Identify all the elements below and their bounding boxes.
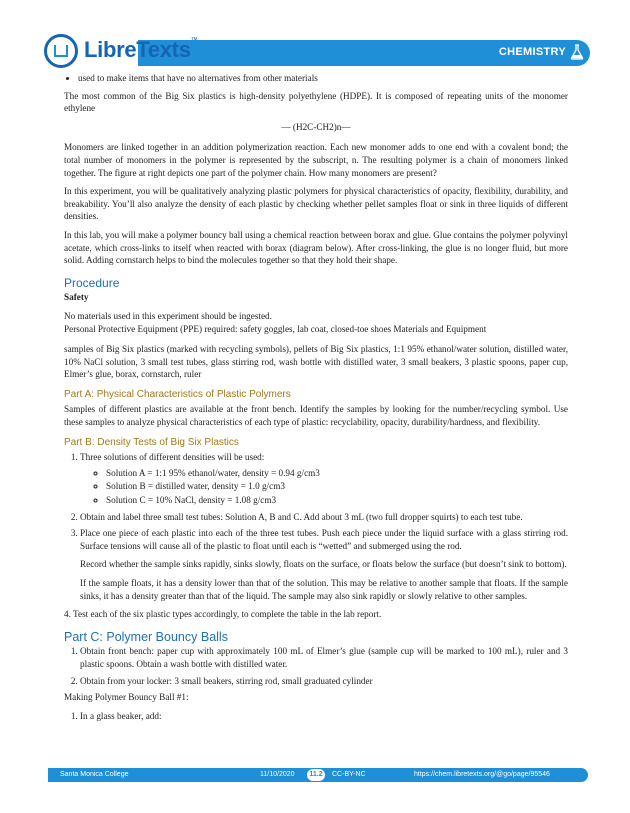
- part-a-paragraph: Samples of different plastics are available at the front bench. Identify the samples by looking for the number/recycling symbol. Use these samples to analyze physical characteristics of each type of plastic: recyclability, opacity, durability/hardness, and flexibility.: [64, 404, 568, 428]
- step-text: Three solutions of different densities will be used:: [80, 452, 265, 463]
- libretexts-logo-icon[interactable]: [44, 34, 78, 68]
- solutions-list: [80, 467, 568, 507]
- list-item: [80, 527, 568, 602]
- part-c-steps: [64, 645, 568, 687]
- logo-text[interactable]: LibreTexts™: [84, 37, 198, 62]
- list-item: ◦ Solution C = 10% NaCl, density = 1.08 g/cm3: [106, 494, 568, 507]
- materials-paragraph: samples of Big Six plastics (marked with recycling symbols), pellets of Big Six plastics, 1:1 95% ethanol/water solution, distilled water, 10% NaCl solution, 3 small test tubes, glass stirring rod, wash bottle with distilled water, 3 small beakers, 3 plastic spoons, paper cup, Elmer’s glue, borax, cornstarch, ruler: [64, 344, 568, 380]
- part-a-heading: Part A: Physical Characteristics of Plastic Polymers: [64, 388, 291, 400]
- list-item: 1. In a glass beaker, add:: [80, 710, 568, 723]
- part-b-steps: [64, 451, 568, 602]
- part-c-heading: Part C: Polymer Bouncy Balls: [64, 629, 228, 644]
- footer-school: Santa Monica College: [60, 770, 129, 778]
- flask-icon: [570, 44, 584, 60]
- page-footer: [48, 768, 588, 782]
- footer-url-link[interactable]: https://chem.libretexts.org/@go/page/95546: [414, 770, 550, 778]
- polymer-formula: — (H2C-CH2)n—: [281, 121, 351, 132]
- step-text: Place one piece of each plastic into each of the three test tubes. Push each piece under the liquid surface with a glass stirring rod. Surface tensions will cause all of the plastic to float until each is “wetted” and submerged using the rod.: [80, 528, 568, 551]
- list-item: 2. Obtain from your locker: 3 small beakers, stirring rod, small graduated cylinder: [80, 675, 568, 688]
- paragraph-hdpe: The most common of the Big Six plastics is high-density polyethylene (HDPE). It is composed of repeating units of the monomer ethylene: [64, 90, 568, 114]
- subject-label: CHEMISTRY: [498, 46, 566, 58]
- footer-license[interactable]: CC-BY-NC: [332, 770, 366, 778]
- making-steps: [64, 710, 568, 723]
- safety-line: No materials used in this experiment should be ingested.: [64, 310, 272, 321]
- procedure-heading: Procedure: [64, 275, 120, 290]
- list-item: 2. Obtain and label three small test tubes: Solution A, B and C. Add about 3 mL (two full dropper squirts) to each test tube.: [80, 511, 568, 524]
- footer-date: 11/10/2020: [260, 770, 295, 778]
- making-heading: Making Polymer Bouncy Ball #1:: [64, 692, 189, 703]
- step-subparagraph: Record whether the sample sinks rapidly, sinks slowly, floats on the surface, or floats below the surface (but doesn’t sink to bottom).: [80, 559, 567, 570]
- part-b-step-4: 4. Test each of the six plastic types accordingly, to complete the table in the lab report.: [64, 609, 382, 620]
- list-item: ◦ Solution B = distilled water, density = 1.0 g/cm3: [106, 480, 568, 493]
- step-subparagraph: If the sample floats, it has a density lower than that of the solution. This may be relative to another sample that floats. If the sample sinks, it has a density greater than that of the liquid. The sample may also sink rapidly or slowly relative to other samples.: [80, 578, 568, 601]
- list-item: [80, 451, 568, 506]
- page-content: [64, 72, 568, 726]
- paragraph-experiment: In this experiment, you will be qualitatively analyzing plastic polymers for physical characteristics of opacity, flexibility, durability, and breakability. You’ll also analyze the density of each plastic by checking whether pellet samples float or sink in three liquids of different densities.: [64, 186, 568, 222]
- list-item: • used to make items that have no alternatives from other materials: [78, 72, 568, 85]
- bullet-list: [64, 72, 568, 85]
- list-item: ◦ Solution A = 1:1 95% ethanol/water, density = 0.94 g/cm3: [106, 467, 568, 480]
- footer-page-number: 11.2: [306, 768, 326, 782]
- paragraph-lab: In this lab, you will make a polymer bouncy ball using a chemical reaction between borax and glue. Glue contains the polymer polyvinyl acetate, which cross-links to itself when reacted with borax (diagram below). After cross-linking, the glue is no longer fluid, but more solid. Adding cornstarch helps to bind the molecules together so that they hold their shape.: [64, 229, 568, 266]
- safety-heading: Safety: [64, 292, 89, 303]
- paragraph-monomers: Monomers are linked together in an addition polymerization reaction. Each new monomer adds to one end with a covalent bond; the total number of monomers in the polymer is represented by the subscript, n. The resulting polymer is a chain of monomers linked together. The figure at right depicts one part of the polymer chain. How many monomers are present?: [64, 142, 568, 178]
- page-header: [0, 0, 630, 72]
- ppe-line: Personal Protective Equipment (PPE) required: safety goggles, lab coat, closed-toe shoes Materials and Equipment: [64, 323, 487, 334]
- part-b-heading: Part B: Density Tests of Big Six Plastics: [64, 436, 239, 448]
- list-item: 1. Obtain front bench: paper cup with approximately 100 mL of Elmer’s glue (sample cup will be marked to 100 mL), ruler and 3 plastic spoons. Obtain a wash bottle with distilled water.: [80, 645, 568, 670]
